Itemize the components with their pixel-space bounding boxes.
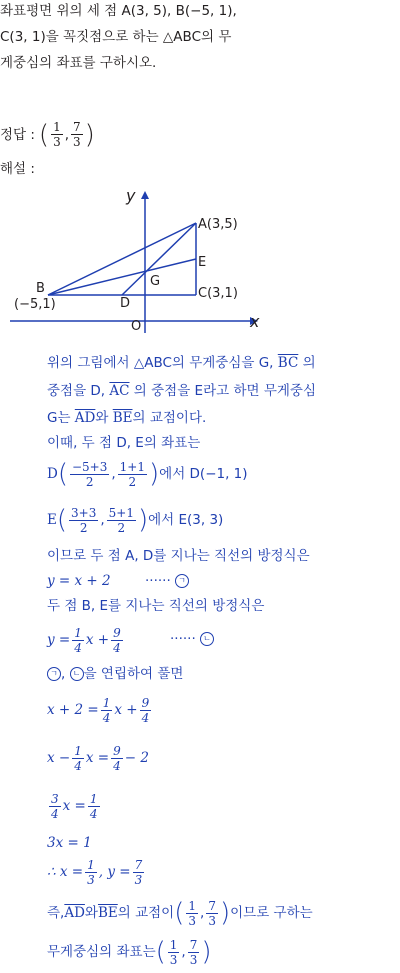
point-B-coord: (−5,1) <box>14 297 56 312</box>
step-2: x − $\frac{1}{4}$ x = $\frac{9}{4}$ − 2 <box>47 743 149 773</box>
point-E-label: E <box>198 255 207 270</box>
answer-line: 정답 : ( $\frac{1}{3}$ , $\frac{7}{3}$ ) <box>0 119 95 150</box>
e-coord-line: E ( $\frac{3+3}{2}$ , $\frac{5+1}{2}$ ) 에서 E(3, 3) <box>47 505 224 535</box>
solution-line-9: 두 점 B, E를 지나는 직선의 방정식은 <box>47 598 265 614</box>
median-BE <box>48 259 196 295</box>
conclusion-line-1: 즉, $\overline{AD}$ 와 $\overline{BE}$ 의 교점이 ( $\frac{1}{3}$ , $\frac{7}{3}$ ) 이므로 구하는 <box>47 898 313 928</box>
point-B-label: B <box>36 281 45 296</box>
solution-line-4: 이때, 두 점 D, E의 좌표는 <box>47 435 201 451</box>
conclusion-line-2: 무게중심의 좌표는 ( $\frac{1}{3}$ , $\frac{7}{3}$ ) <box>47 937 212 967</box>
solution-line-1: 위의 그림에서 △ABC의 무게중심을 G, $\overline{BC}$ 의 <box>47 355 316 371</box>
equation-1-mark: ······ ㄱ <box>145 572 189 590</box>
y-axis-arrow <box>141 191 149 199</box>
equation-2: y = $\frac{1}{4}$ x + $\frac{9}{4}$ <box>47 625 121 655</box>
step-3: $\frac{3}{4}$ x = $\frac{1}{4}$ <box>51 791 98 821</box>
answer-y: $\frac{7}{3}$ <box>73 120 81 149</box>
point-C-label: C(3,1) <box>198 286 238 301</box>
point-G-label: G <box>150 274 161 289</box>
circle-1-marker: ㄱ <box>175 574 189 588</box>
equation-1: y = x + 2 <box>47 573 111 589</box>
x-axis-label: x <box>250 312 260 331</box>
step-4: 3x = 1 <box>47 835 92 851</box>
y-axis-label: y <box>126 186 136 205</box>
origin-label: O <box>131 319 142 334</box>
d-coord-line: D ( $\frac{-5+3}{2}$ , $\frac{1+1}{2}$ ) 에서 D(−1, 1) <box>47 459 248 489</box>
step-5: ∴ x = $\frac{1}{3}$ , y = $\frac{7}{3}$ <box>47 857 143 887</box>
solution-line-11: ㄱ , ㄴ 을 연립하여 풀면 <box>47 665 183 683</box>
coordinate-graph <box>0 185 270 335</box>
explain-label: 해설 : <box>0 161 35 177</box>
problem-line-3: 게중심의 좌표를 구하시오. <box>0 55 157 71</box>
point-A-label: A(3,5) <box>198 217 238 232</box>
answer-label: 정답 : <box>0 126 35 143</box>
problem-line-1: 좌표평면 위의 세 점 A(3, 5), B(−5, 1), <box>0 3 237 19</box>
answer-x: $\frac{1}{3}$ <box>53 120 61 149</box>
step-1: x + 2 = $\frac{1}{4}$ x + $\frac{9}{4}$ <box>47 695 150 725</box>
equation-2-mark: ······ ㄴ <box>170 630 214 648</box>
problem-line-2: C(3, 1)을 꼭짓점으로 하는 △ABC의 무 <box>0 29 232 45</box>
circle-2-marker: ㄴ <box>200 632 214 646</box>
point-D-label: D <box>120 296 131 311</box>
solution-line-7: 이므로 두 점 A, D를 지나는 직선의 방정식은 <box>47 548 310 564</box>
solution-line-2: 중점을 D, $\overline{AC}$ 의 중점을 E라고 하면 무게중심 <box>47 383 316 399</box>
side-AB <box>48 223 196 295</box>
solution-line-3: G는 $\overline{AD}$와 $\overline{BE}$의 교점이다. <box>47 410 207 426</box>
